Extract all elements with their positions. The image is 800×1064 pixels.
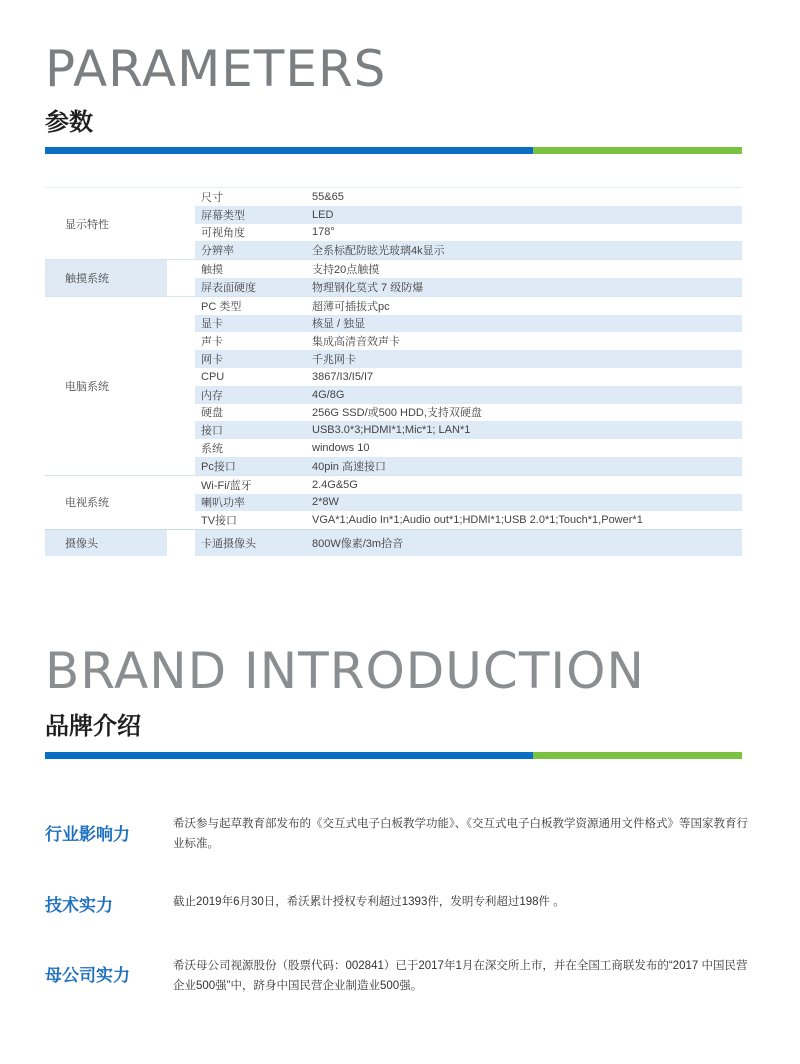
param-value: 集成高清音效声卡 <box>312 336 400 349</box>
param-row <box>195 421 742 439</box>
param-row <box>195 278 742 296</box>
param-value: windows 10 <box>312 442 370 455</box>
param-value: 4G/8G <box>312 388 345 401</box>
param-key: 屏表面硬度 <box>201 281 256 294</box>
param-key: 系统 <box>201 443 223 456</box>
parameters-title-cn: 参数 <box>45 108 93 136</box>
param-group-label: 电视系统 <box>65 497 109 510</box>
parameters-divider-bar <box>45 147 742 154</box>
divider-blue-segment <box>45 147 533 154</box>
intro-text: 希沃母公司视源股份（股票代码：002841）已于2017年1月在深交所上市，并在全国工商联发布的“2017 中国民营企业500强”中，跻身中国民营企业制造业500强。 <box>173 960 748 992</box>
param-group <box>45 187 742 259</box>
param-key: Pc接口 <box>201 460 236 473</box>
param-key: 显卡 <box>201 318 223 331</box>
param-key: 分辨率 <box>201 245 234 258</box>
param-value: 256G SSD/或500 HDD,支持双硬盘 <box>312 407 482 420</box>
param-value: 2*8W <box>312 496 339 509</box>
param-row <box>195 476 742 494</box>
param-key: 内存 <box>201 389 223 402</box>
param-key: 网卡 <box>201 354 223 367</box>
param-row <box>195 368 742 386</box>
param-value: 物理钢化莫式 7 级防爆 <box>312 281 424 294</box>
param-row <box>195 315 742 333</box>
param-value: 核显 / 独显 <box>312 318 366 331</box>
brand-title-cn: 品牌介绍 <box>45 712 141 740</box>
param-value: LED <box>312 208 334 221</box>
param-value: 2.4G&5G <box>312 478 358 491</box>
param-key: 尺寸 <box>201 191 223 204</box>
intro-text: 截止2019年6月30日，希沃累计授权专利超过1393件，发明专利超过198件 。 <box>173 896 565 908</box>
intro-text: 希沃参与起草教育部发布的《交互式电子白板教学功能》、《交互式电子白板教学资源通用文件格式》等国家教育行业标准。 <box>173 818 748 850</box>
param-value: 支持20点触摸 <box>312 264 380 277</box>
divider-green-segment <box>533 147 742 154</box>
param-row <box>195 457 742 475</box>
param-row <box>195 386 742 404</box>
brand-title-en: BRAND INTRODUCTION <box>45 642 645 700</box>
param-row <box>195 260 742 278</box>
param-key: 可视角度 <box>201 227 245 240</box>
param-row <box>195 404 742 422</box>
param-value: 55&65 <box>312 190 344 203</box>
param-value: 800W像素/3m拾音 <box>312 538 404 551</box>
param-key: TV接口 <box>201 515 238 528</box>
param-row <box>195 241 742 259</box>
param-value: 千兆网卡 <box>312 354 356 367</box>
parameters-table <box>45 187 742 556</box>
param-key: 接口 <box>201 425 223 438</box>
param-key: 卡通摄像头 <box>201 538 256 551</box>
param-row <box>195 206 742 224</box>
param-value: 3867/I3/I5/I7 <box>312 370 374 383</box>
param-key: 喇叭功率 <box>201 497 245 510</box>
param-group <box>45 259 742 296</box>
param-value: 40pin 高速接口 <box>312 460 386 473</box>
param-value: 超薄可插拔式pc <box>312 300 390 313</box>
param-row <box>195 297 742 315</box>
param-row <box>195 439 742 457</box>
param-group <box>45 529 742 556</box>
param-row <box>195 494 742 512</box>
param-key: 硬盘 <box>201 407 223 420</box>
param-key: 触摸 <box>201 264 223 277</box>
param-row <box>195 530 742 556</box>
param-row <box>195 332 742 350</box>
param-group-label: 显示特性 <box>65 218 109 231</box>
param-row <box>195 511 742 529</box>
intro-label: 技术实力 <box>45 896 113 915</box>
param-group-label: 摄像头 <box>45 530 167 556</box>
param-value: 全系标配防眩光玻璃4k显示 <box>312 245 445 258</box>
param-key: 屏幕类型 <box>201 209 245 222</box>
divider-green-segment <box>533 752 742 759</box>
param-group-label: 触摸系统 <box>45 260 167 296</box>
param-value: VGA*1;Audio In*1;Audio out*1;HDMI*1;USB 2.0*1;Touch*1,Power*1 <box>312 514 643 527</box>
param-key: 声卡 <box>201 336 223 349</box>
brand-divider-bar <box>45 752 742 759</box>
param-key: Wi-Fi/蓝牙 <box>201 479 252 492</box>
param-value: USB3.0*3;HDMI*1;Mic*1; LAN*1 <box>312 424 471 437</box>
param-group <box>45 296 742 475</box>
param-key: PC 类型 <box>201 300 242 313</box>
param-group-label: 电脑系统 <box>65 380 109 393</box>
param-row <box>195 350 742 368</box>
param-group <box>45 475 742 529</box>
parameters-title-en: PARAMETERS <box>45 40 387 98</box>
intro-label: 母公司实力 <box>45 966 130 985</box>
param-row <box>195 224 742 242</box>
param-row <box>195 188 742 206</box>
param-value: 178° <box>312 226 335 239</box>
param-key: CPU <box>201 370 225 383</box>
divider-blue-segment <box>45 752 533 759</box>
intro-label: 行业影响力 <box>45 825 130 844</box>
